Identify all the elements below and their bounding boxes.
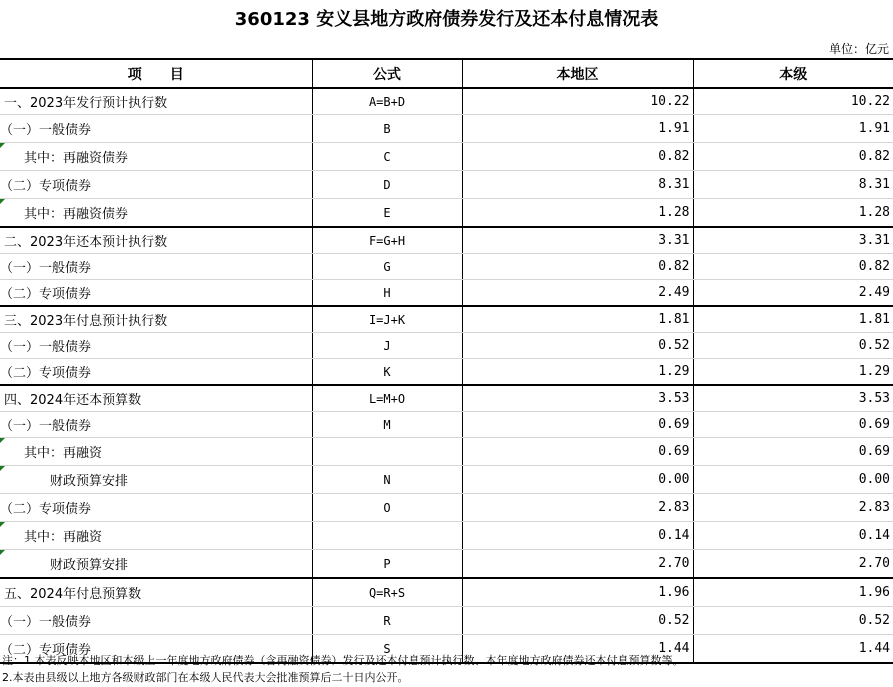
row-level: 1.29	[693, 359, 893, 386]
row-formula: L=M+O	[312, 385, 462, 412]
row-label: （二）专项债券	[0, 280, 312, 307]
row-formula: J	[312, 333, 462, 359]
table-title: 360123 安义县地方政府债券发行及还本付息情况表	[234, 9, 659, 30]
row-level: 0.69	[693, 438, 893, 466]
row-label: （一）一般债券	[0, 412, 312, 438]
row-label: （一）一般债券	[0, 333, 312, 359]
row-local: 1.81	[462, 306, 693, 333]
row-label: 五、2024年付息预算数	[0, 578, 312, 607]
row-level: 2.70	[693, 550, 893, 579]
table-row	[0, 333, 893, 359]
row-local: 3.31	[462, 227, 693, 254]
row-formula: P	[312, 550, 462, 579]
row-formula: M	[312, 412, 462, 438]
row-label	[0, 199, 312, 228]
row-label-text: 财政预算安排	[50, 558, 129, 573]
row-level: 0.52	[693, 607, 893, 635]
row-label-text: 其中：再融资债券	[24, 207, 129, 222]
row-label: 一、2023年发行预计执行数	[0, 88, 312, 115]
row-local: 0.52	[462, 607, 693, 635]
header-local: 本地区	[462, 59, 693, 88]
table-row	[0, 607, 893, 635]
row-level: 2.83	[693, 494, 893, 522]
row-local: 1.44	[462, 635, 693, 664]
table-row	[0, 171, 893, 199]
row-level: 8.31	[693, 171, 893, 199]
header-item: 项 目	[0, 59, 312, 88]
table-row	[0, 115, 893, 143]
table-row	[0, 88, 893, 115]
row-formula	[312, 438, 462, 466]
cell-marker-icon	[0, 550, 5, 555]
row-formula: I=J+K	[312, 306, 462, 333]
table-row	[0, 385, 893, 412]
row-local: 1.96	[462, 578, 693, 607]
row-label: 二、2023年还本预计执行数	[0, 227, 312, 254]
row-formula: A=B+D	[312, 88, 462, 115]
table-row	[0, 550, 893, 579]
row-level: 3.31	[693, 227, 893, 254]
row-label	[0, 143, 312, 171]
row-level: 0.69	[693, 412, 893, 438]
row-label: （二）专项债券	[0, 635, 312, 664]
cell-marker-icon	[0, 466, 5, 471]
table-row	[0, 280, 893, 307]
row-formula: F=G+H	[312, 227, 462, 254]
table-row	[0, 466, 893, 494]
table-row	[0, 359, 893, 386]
row-level: 2.49	[693, 280, 893, 307]
row-formula	[312, 522, 462, 550]
row-formula: H	[312, 280, 462, 307]
header-formula: 公式	[312, 59, 462, 88]
row-label-text: 其中：再融资	[24, 446, 103, 461]
row-label: （一）一般债券	[0, 607, 312, 635]
row-level: 0.00	[693, 466, 893, 494]
note-2: 2.本表由县级以上地方各级财政部门在本级人民代表大会批准预算后二十日内公开。	[2, 671, 409, 684]
row-formula: N	[312, 466, 462, 494]
table-row	[0, 412, 893, 438]
row-formula: R	[312, 607, 462, 635]
row-local: 1.29	[462, 359, 693, 386]
note-1: 注：1.本表反映本地区和本级上一年度地方政府债券（含再融资债券）发行及还本付息预计执行数、本年度地方政府债券还本付息预算数等。	[2, 654, 684, 667]
table-row	[0, 578, 893, 607]
table-row	[0, 199, 893, 228]
row-local: 3.53	[462, 385, 693, 412]
footnotes	[2, 652, 891, 686]
row-formula: Q=R+S	[312, 578, 462, 607]
row-level: 0.82	[693, 254, 893, 280]
row-label: （二）专项债券	[0, 171, 312, 199]
row-level: 0.52	[693, 333, 893, 359]
row-local: 8.31	[462, 171, 693, 199]
table-row	[0, 494, 893, 522]
row-label: 四、2024年还本预算数	[0, 385, 312, 412]
unit-label: 单位：亿元	[828, 42, 889, 56]
table-row	[0, 306, 893, 333]
row-formula: O	[312, 494, 462, 522]
table-row	[0, 438, 893, 466]
row-label: （一）一般债券	[0, 254, 312, 280]
row-local: 0.69	[462, 412, 693, 438]
row-formula: B	[312, 115, 462, 143]
row-local: 0.14	[462, 522, 693, 550]
row-formula: K	[312, 359, 462, 386]
row-label: （二）专项债券	[0, 359, 312, 386]
row-level: 10.22	[693, 88, 893, 115]
row-level: 1.44	[693, 635, 893, 664]
cell-marker-icon	[0, 199, 5, 204]
row-local: 2.49	[462, 280, 693, 307]
row-label: 三、2023年付息预计执行数	[0, 306, 312, 333]
row-local: 0.52	[462, 333, 693, 359]
row-label	[0, 438, 312, 466]
row-level: 3.53	[693, 385, 893, 412]
row-formula: C	[312, 143, 462, 171]
row-local: 1.91	[462, 115, 693, 143]
row-label-text: 财政预算安排	[50, 474, 129, 489]
row-label: （二）专项债券	[0, 494, 312, 522]
row-label	[0, 466, 312, 494]
row-level: 0.14	[693, 522, 893, 550]
row-label-text: 其中：再融资债券	[24, 151, 129, 166]
row-level: 0.82	[693, 143, 893, 171]
row-label	[0, 550, 312, 579]
row-formula: G	[312, 254, 462, 280]
row-local: 0.82	[462, 143, 693, 171]
cell-marker-icon	[0, 438, 5, 443]
row-local: 0.00	[462, 466, 693, 494]
row-level: 1.96	[693, 578, 893, 607]
row-local: 10.22	[462, 88, 693, 115]
row-level: 1.28	[693, 199, 893, 228]
table-row	[0, 254, 893, 280]
cell-marker-icon	[0, 143, 5, 148]
row-formula: S	[312, 635, 462, 664]
row-local: 0.69	[462, 438, 693, 466]
row-formula: E	[312, 199, 462, 228]
cell-marker-icon	[0, 522, 5, 527]
row-level: 1.91	[693, 115, 893, 143]
row-local: 0.82	[462, 254, 693, 280]
row-local: 1.28	[462, 199, 693, 228]
row-label-text: 其中：再融资	[24, 530, 103, 545]
row-level: 1.81	[693, 306, 893, 333]
header-level: 本级	[693, 59, 893, 88]
header-row	[0, 59, 893, 88]
row-label: （一）一般债券	[0, 115, 312, 143]
row-local: 2.83	[462, 494, 693, 522]
debt-table	[0, 58, 893, 664]
table-row	[0, 227, 893, 254]
table-row	[0, 143, 893, 171]
row-local: 2.70	[462, 550, 693, 579]
row-formula: D	[312, 171, 462, 199]
table-row	[0, 522, 893, 550]
row-label	[0, 522, 312, 550]
